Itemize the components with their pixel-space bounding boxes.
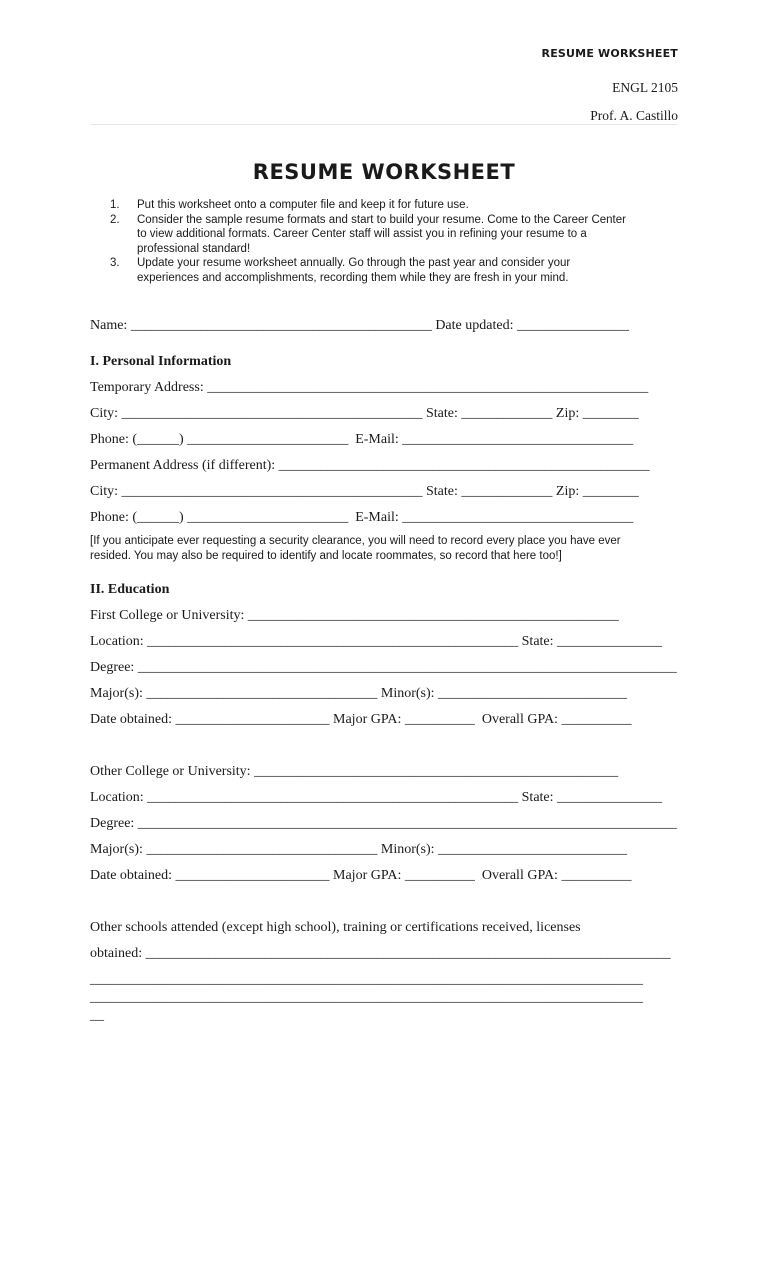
instruction-item (110, 213, 690, 257)
permanent-address-field[interactable]: Permanent Address (if different): _____________________________________________________ (90, 458, 650, 473)
instruction-number: 3. (110, 257, 120, 269)
location-state-field[interactable]: Location: _____________________________________________________ State: _______________ (90, 634, 663, 649)
phone-email-field[interactable]: Phone: (______) _______________________ E-Mail: _________________________________ (90, 510, 634, 525)
first-college-field[interactable]: First College or University: _____________________________________________________ (90, 608, 619, 623)
blank-line[interactable]: __ (90, 1008, 104, 1023)
section-heading-personal: I. Personal Information (90, 354, 232, 369)
instruction-text: Put this worksheet onto a computer file and keep it for future use. (137, 199, 469, 211)
header-title: RESUME WORKSHEET (541, 47, 678, 60)
instruction-text: Consider the sample resume formats and start to build your resume. Come to the Career Center to view additional formats. Career Center staff will assist you in refining your resume to a professional standard! (137, 213, 626, 255)
degree-field[interactable]: Degree: _____________________________________________________________________________ (90, 816, 677, 831)
other-schools-label: Other schools attended (except high school), training or certifications received, licenses (90, 920, 581, 935)
instruction-text: Update your resume worksheet annually. Go through the past year and consider your experiences and accomplishments, recording them while they are fresh in your mind. (137, 257, 571, 284)
phone-email-field[interactable]: Phone: (______) _______________________ E-Mail: _________________________________ (90, 432, 634, 447)
instruction-item (110, 198, 690, 213)
date-gpa-field[interactable]: Date obtained: ______________________ Major GPA: __________ Overall GPA: __________ (90, 712, 632, 727)
instructions-list (110, 198, 690, 285)
city-state-zip-field[interactable]: City: ___________________________________________ State: _____________ Zip: ________ (90, 406, 639, 421)
name-field[interactable]: Name: ___________________________________________ Date updated: ________________ (90, 318, 629, 333)
instruction-number: 1. (110, 199, 120, 211)
temporary-address-field[interactable]: Temporary Address: _______________________________________________________________ (90, 380, 649, 395)
major-minor-field[interactable]: Major(s): _________________________________ Minor(s): ___________________________ (90, 842, 628, 857)
instructor-name: Prof. A. Castillo (590, 108, 678, 123)
city-state-zip-field[interactable]: City: ___________________________________________ State: _____________ Zip: ________ (90, 484, 639, 499)
other-college-field[interactable]: Other College or University: ____________________________________________________ (90, 764, 619, 779)
obtained-field[interactable]: obtained: ___________________________________________________________________________ (90, 946, 671, 961)
course-code: ENGL 2105 (612, 80, 678, 95)
instruction-item (110, 256, 690, 285)
security-clearance-note: [If you anticipate ever requesting a security clearance, you will need to record every place you have ever resided. You may also be required to identify and locate roommates, so record that here too!] (90, 535, 621, 562)
major-minor-field[interactable]: Major(s): _________________________________ Minor(s): ___________________________ (90, 686, 628, 701)
instruction-number: 2. (110, 213, 120, 226)
date-gpa-field[interactable]: Date obtained: ______________________ Major GPA: __________ Overall GPA: __________ (90, 868, 632, 883)
blank-line[interactable]: _______________________________________________________________________________ (90, 972, 643, 987)
blank-line[interactable]: _______________________________________________________________________________ (90, 990, 643, 1005)
header-divider (90, 124, 678, 125)
location-state-field[interactable]: Location: _____________________________________________________ State: _______________ (90, 790, 663, 805)
degree-field[interactable]: Degree: _____________________________________________________________________________ (90, 660, 677, 675)
section-heading-education: II. Education (90, 582, 170, 597)
page-title: RESUME WORKSHEET (252, 160, 516, 184)
